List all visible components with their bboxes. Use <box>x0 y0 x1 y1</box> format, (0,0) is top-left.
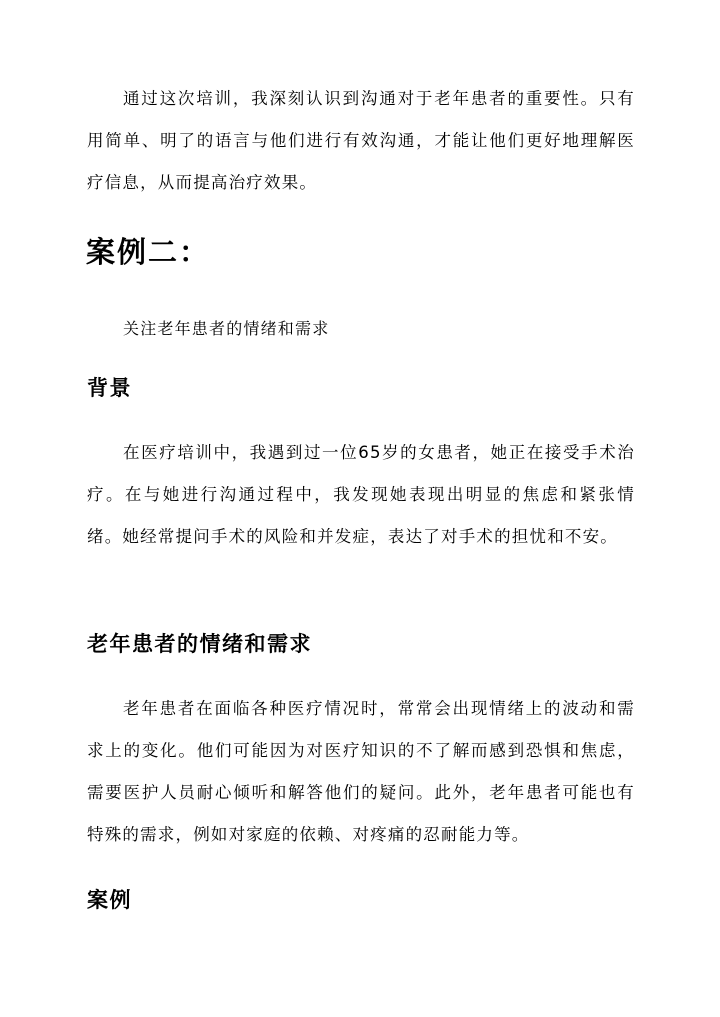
subtitle-case-two: 关注老年患者的情绪和需求 <box>123 319 330 338</box>
paragraph-background: 在医疗培训中，我遇到过一位65岁的女患者，她正在接受手术治疗。在与她进行沟通过程中，我发现她表现出明显的焦虑和紧张情绪。她经常提问手术的风险和并发症，表达了对手术的担忧和不安。 <box>87 443 635 546</box>
heading-elderly-emotions-needs: 老年患者的情绪和需求 <box>87 632 312 656</box>
heading-case-two: 案例二： <box>86 235 211 269</box>
paragraph-communication-importance: 通过这次培训，我深刻认识到沟通对于老年患者的重要性。只有用简单、明了的语言与他们进行有效沟通，才能让他们更好地理解医疗信息，从而提高治疗效果。 <box>87 89 635 192</box>
heading-case: 案例 <box>87 888 132 912</box>
heading-background: 背景 <box>87 376 132 400</box>
paragraph-elderly-emotions-needs: 老年患者在面临各种医疗情况时，常常会出现情绪上的波动和需求上的变化。他们可能因为对医疗知识的不了解而感到恐惧和焦虑，需要医护人员耐心倾听和解答他们的疑问。此外，老年患者可能也有特殊的需求，例如对家庭的依赖、对疼痛的忍耐能力等。 <box>87 699 635 844</box>
